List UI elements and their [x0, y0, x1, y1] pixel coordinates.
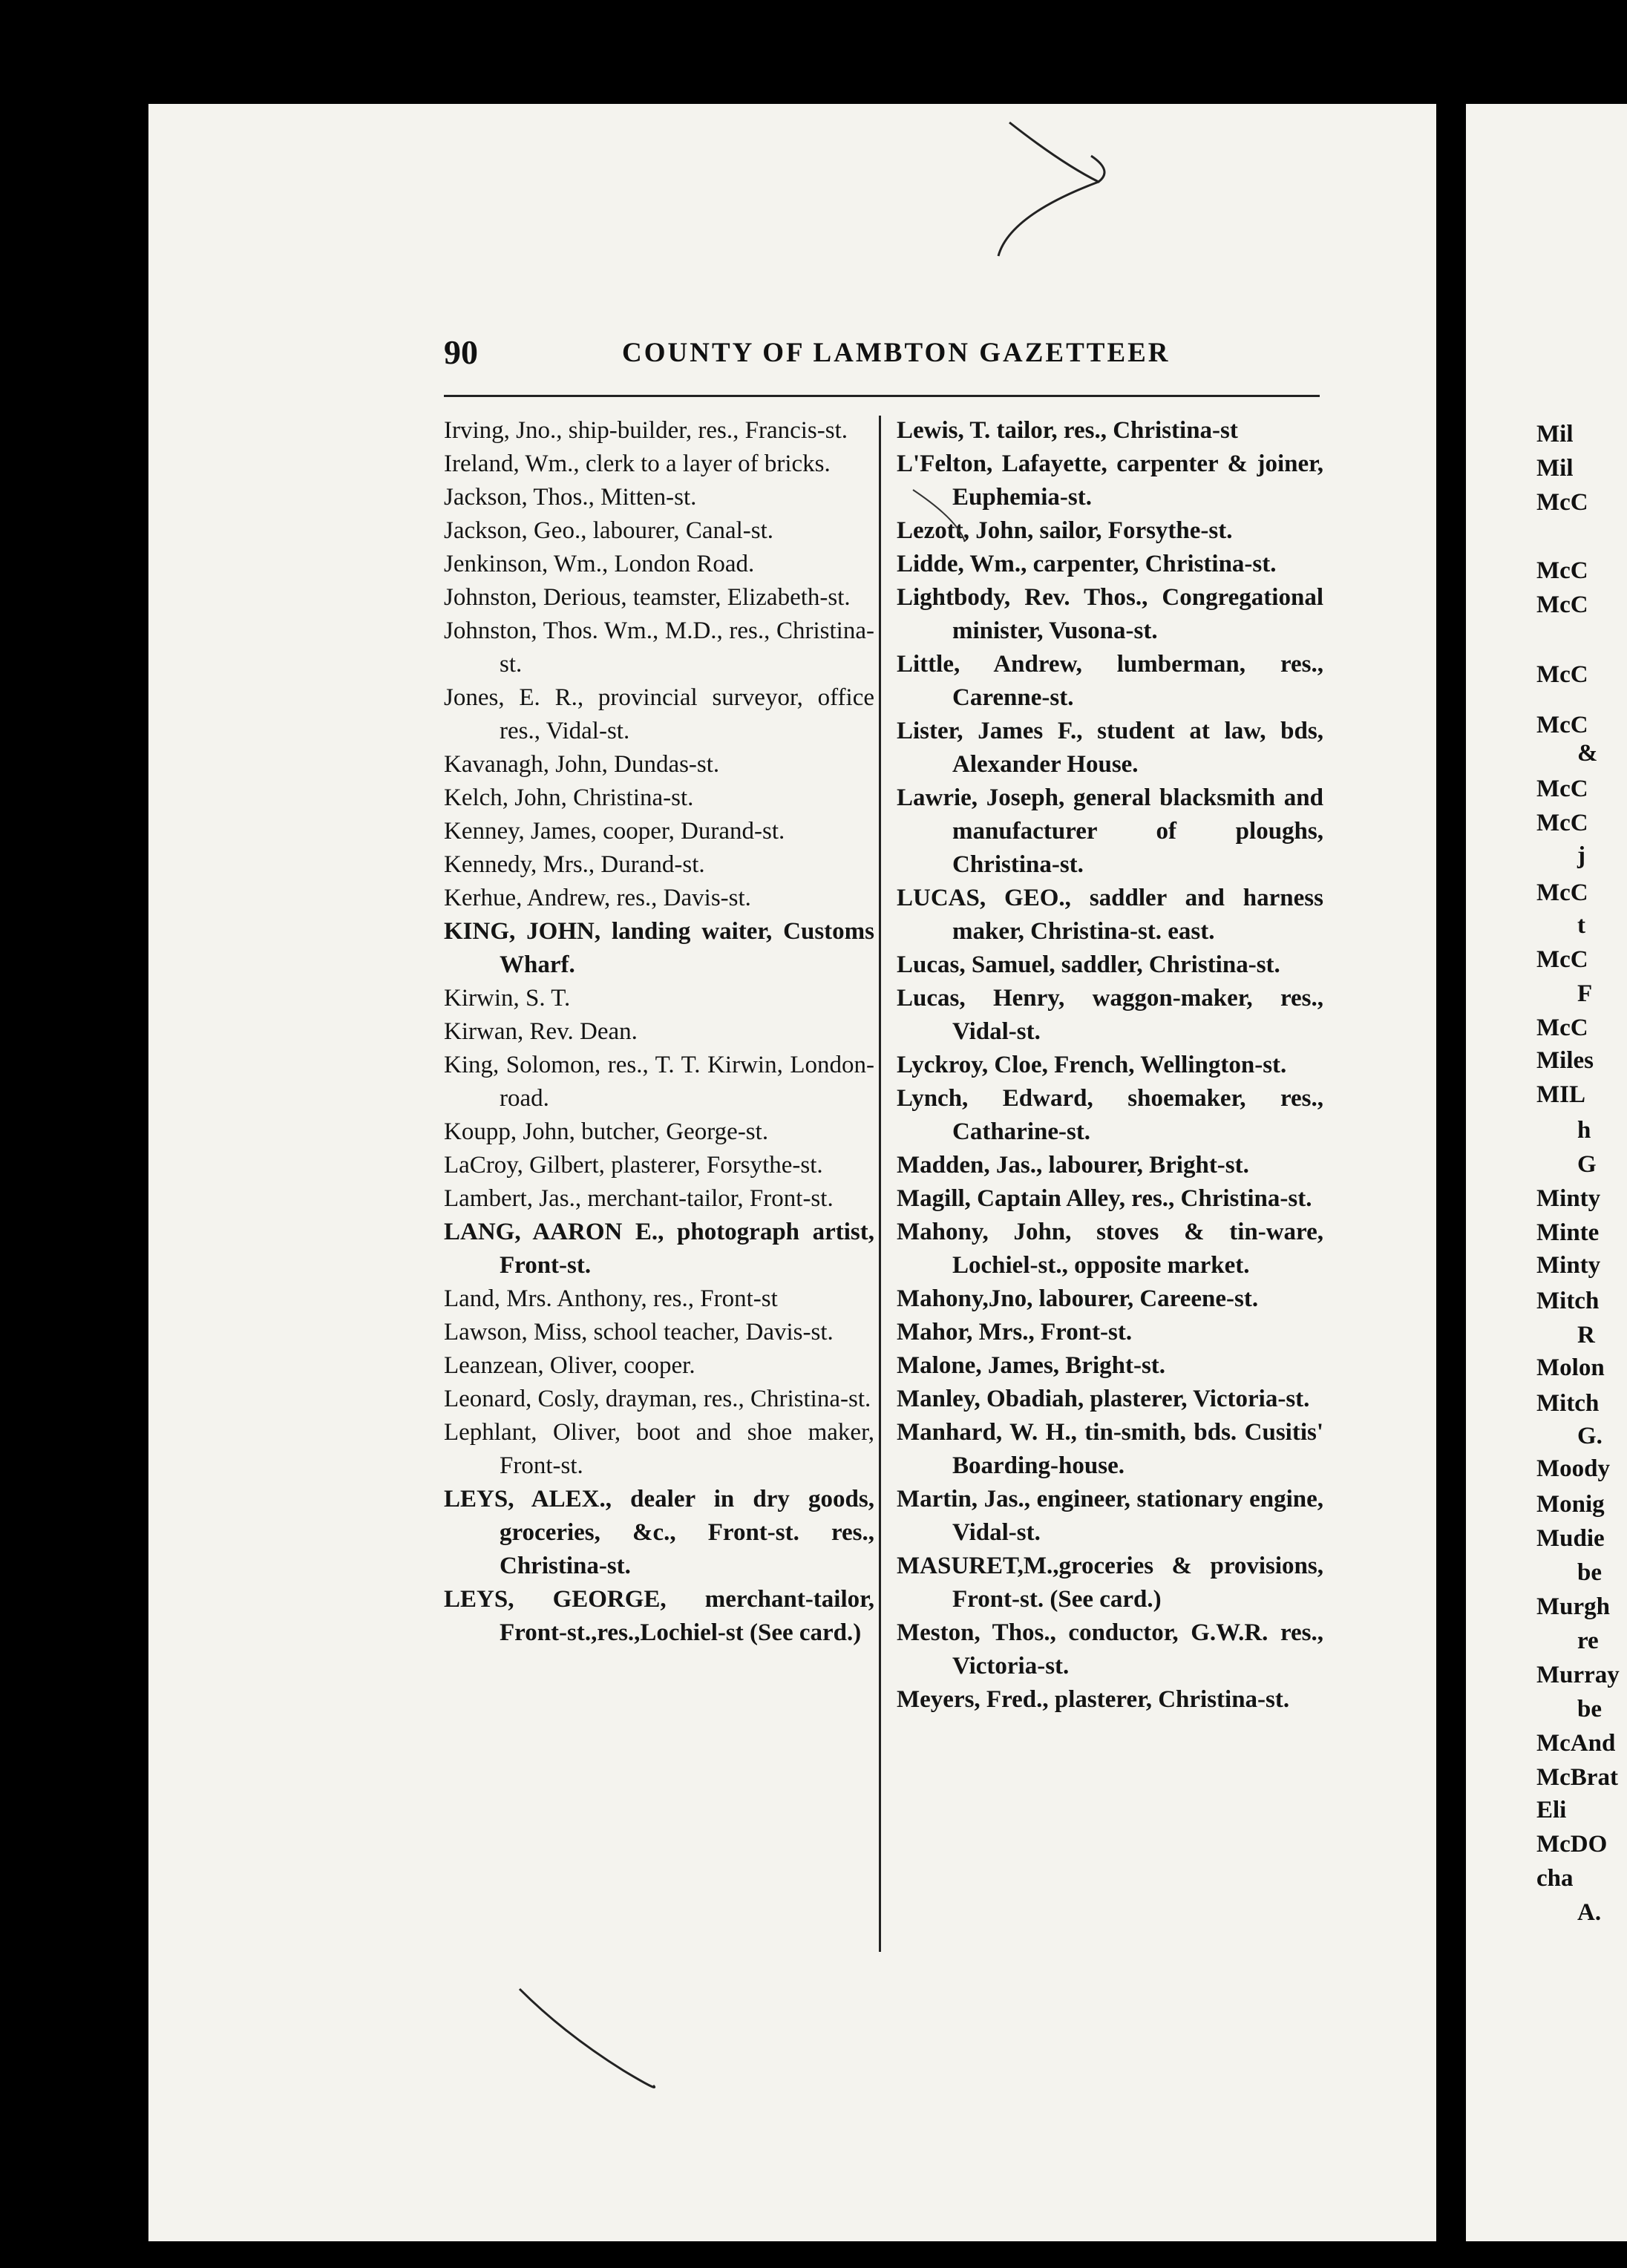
directory-entry: KING, JOHN, landing waiter, Customs Wharf.: [444, 918, 874, 978]
directory-entry: Lightbody, Rev. Thos., Congregational minister, Vusona-st.: [897, 584, 1323, 644]
directory-entry: Ireland, Wm., clerk to a layer of bricks.: [444, 450, 831, 477]
next-page-fragment: Monig: [1536, 1491, 1605, 1518]
next-page-fragment: Minty: [1536, 1185, 1601, 1212]
next-page-fragment: Mil: [1536, 455, 1574, 482]
directory-entry: Lawrie, Joseph, general blacksmith and manufacturer of ploughs, Christina-st.: [897, 784, 1323, 878]
next-page-fragment: MIL: [1536, 1081, 1585, 1108]
next-page-fragment: McC: [1536, 1015, 1588, 1041]
directory-entry: Lister, James F., student at law, bds, Alexander House.: [897, 718, 1323, 778]
directory-entry: Lucas, Henry, waggon-maker, res., Vidal-st.: [897, 985, 1323, 1045]
column-divider: [879, 416, 881, 1952]
next-page-fragment: McC: [1536, 776, 1588, 802]
next-page-fragment: &: [1577, 740, 1598, 767]
directory-entry: King, Solomon, res., T. T. Kirwin, London-road.: [444, 1052, 874, 1112]
directory-entry: Martin, Jas., engineer, stationary engine, Vidal-st.: [897, 1486, 1323, 1546]
directory-entry: Leonard, Cosly, drayman, res., Christina-st.: [444, 1386, 871, 1412]
directory-entry: Johnston, Thos. Wm., M.D., res., Christina-st.: [444, 617, 874, 678]
directory-entry: Magill, Captain Alley, res., Christina-st.: [897, 1185, 1312, 1212]
next-page-fragment: F: [1577, 980, 1593, 1007]
next-page-fragment: Miles: [1536, 1047, 1594, 1074]
directory-entry: Madden, Jas., labourer, Bright-st.: [897, 1152, 1249, 1179]
directory-entry: LANG, AARON E., photograph artist, Front-st.: [444, 1219, 874, 1279]
directory-entry: Lawson, Miss, school teacher, Davis-st.: [444, 1319, 834, 1346]
next-page-fragment: Moody: [1536, 1455, 1610, 1482]
next-page-fragment: McC: [1536, 591, 1588, 618]
directory-entry: LEYS, GEORGE, merchant-tailor, Front-st.,res.,Lochiel-st (See card.): [444, 1586, 874, 1646]
directory-entry: LEYS, ALEX., dealer in dry goods, groceries, &c., Front-st. res., Christina-st.: [444, 1486, 874, 1579]
directory-entry: Jackson, Geo., labourer, Canal-st.: [444, 517, 774, 544]
next-page-fragment: McC: [1536, 810, 1588, 836]
next-page-fragment: Mil: [1536, 421, 1574, 448]
directory-entry: L'Felton, Lafayette, carpenter & joiner, Euphemia-st.: [897, 450, 1323, 511]
next-page-fragment: Minte: [1536, 1219, 1600, 1246]
directory-entry: Kirwin, S. T.: [444, 985, 571, 1012]
directory-entry: Lucas, Samuel, saddler, Christina-st.: [897, 951, 1280, 978]
directory-entry: Little, Andrew, lumberman, res., Carenne-st.: [897, 651, 1323, 711]
directory-entry: Jenkinson, Wm., London Road.: [444, 551, 755, 577]
next-page-fragment: Murray: [1536, 1662, 1620, 1688]
directory-entry: Mahony, John, stoves & tin-ware, Lochiel-st., opposite market.: [897, 1219, 1323, 1279]
directory-entry: Jackson, Thos., Mitten-st.: [444, 484, 697, 511]
next-page-fragment: A.: [1577, 1899, 1602, 1926]
directory-entry: Kerhue, Andrew, res., Davis-st.: [444, 885, 751, 911]
next-page-fragment: Mudie: [1536, 1525, 1605, 1552]
next-page-fragment: cha: [1536, 1865, 1574, 1892]
next-page-edge: [1466, 104, 1627, 2241]
next-page-fragment: McAnd: [1536, 1730, 1616, 1757]
directory-entry: Kenney, James, cooper, Durand-st.: [444, 818, 785, 845]
next-page-fragment: McDO: [1536, 1831, 1608, 1858]
next-page-fragment: Molon: [1536, 1354, 1605, 1381]
directory-entry: Kirwan, Rev. Dean.: [444, 1018, 638, 1045]
next-page-fragment: be: [1577, 1559, 1602, 1586]
next-page-fragment: McC: [1536, 557, 1588, 584]
directory-entry: Jones, E. R., provincial surveyor, office res., Vidal-st.: [444, 684, 874, 744]
directory-entry: Kavanagh, John, Dundas-st.: [444, 751, 720, 778]
header-rule: [444, 395, 1320, 397]
next-page-fragment: re: [1577, 1628, 1599, 1654]
directory-entry: Koupp, John, butcher, George-st.: [444, 1118, 769, 1145]
next-page-fragment: McC: [1536, 946, 1588, 973]
directory-entry: Lambert, Jas., merchant-tailor, Front-st.: [444, 1185, 834, 1212]
directory-entry: Mahony,Jno, labourer, Careene-st.: [897, 1285, 1259, 1312]
next-page-fragment: Mitch: [1536, 1390, 1600, 1417]
next-page-fragment: Eli: [1536, 1797, 1567, 1823]
directory-entry: Lezott, John, sailor, Forsythe-st.: [897, 517, 1233, 544]
directory-entry: Land, Mrs. Anthony, res., Front-st: [444, 1285, 778, 1312]
directory-entry: MASURET,M.,groceries & provisions, Front-st. (See card.): [897, 1553, 1323, 1613]
directory-entry: Lidde, Wm., carpenter, Christina-st.: [897, 551, 1277, 577]
directory-entry: Lyckroy, Cloe, French, Wellington-st.: [897, 1052, 1287, 1078]
page-number: 90: [444, 333, 478, 371]
next-page-fragment: McC: [1536, 712, 1588, 738]
directory-entry: Irving, Jno., ship-builder, res., Francis-st.: [444, 417, 848, 444]
directory-entry: Mahor, Mrs., Front-st.: [897, 1319, 1133, 1346]
next-page-fragment: G: [1577, 1151, 1597, 1178]
next-page-fragment: be: [1577, 1696, 1602, 1723]
directory-entry: Manhard, W. H., tin-smith, bds. Cusitis' Boarding-house.: [897, 1419, 1323, 1479]
next-page-fragment: McC: [1536, 489, 1588, 516]
next-page-fragment: McBrat: [1536, 1764, 1618, 1791]
running-title: COUNTY OF LAMBTON GAZETTEER: [622, 338, 1171, 368]
next-page-fragment: Mitch: [1536, 1288, 1600, 1314]
directory-entry: Meston, Thos., conductor, G.W.R. res., Victoria-st.: [897, 1619, 1323, 1679]
left-column: [444, 414, 874, 1650]
next-page-fragment: Minty: [1536, 1252, 1601, 1279]
next-page-fragment: j: [1577, 842, 1585, 869]
next-page-fragment: R: [1577, 1322, 1595, 1348]
directory-entry: Kennedy, Mrs., Durand-st.: [444, 851, 705, 878]
directory-entry: Lewis, T. tailor, res., Christina-st: [897, 417, 1238, 444]
next-page-fragment: McC: [1536, 879, 1588, 906]
directory-entry: Johnston, Derious, teamster, Elizabeth-st.: [444, 584, 851, 611]
next-page-fragment: McC: [1536, 661, 1588, 688]
directory-entry: Lephlant, Oliver, boot and shoe maker, Front-st.: [444, 1419, 874, 1479]
directory-entry: LUCAS, GEO., saddler and harness maker, Christina-st. east.: [897, 885, 1323, 945]
directory-entry: Malone, James, Bright-st.: [897, 1352, 1166, 1379]
next-page-fragment: t: [1577, 912, 1585, 939]
next-page-fragment: G.: [1577, 1423, 1603, 1449]
directory-entry: Meyers, Fred., plasterer, Christina-st.: [897, 1686, 1290, 1713]
right-column: [897, 414, 1323, 1717]
directory-entry: Manley, Obadiah, plasterer, Victoria-st.: [897, 1386, 1310, 1412]
directory-entry: LaCroy, Gilbert, plasterer, Forsythe-st.: [444, 1152, 823, 1179]
page-header: [444, 332, 1320, 377]
next-page-fragment: Murgh: [1536, 1593, 1610, 1620]
directory-entry: Lynch, Edward, shoemaker, res., Catharine-st.: [897, 1085, 1323, 1145]
next-page-fragment: h: [1577, 1117, 1591, 1144]
page-gutter: [1436, 104, 1466, 2241]
directory-entry: Leanzean, Oliver, cooper.: [444, 1352, 695, 1379]
directory-entry: Kelch, John, Christina-st.: [444, 784, 694, 811]
